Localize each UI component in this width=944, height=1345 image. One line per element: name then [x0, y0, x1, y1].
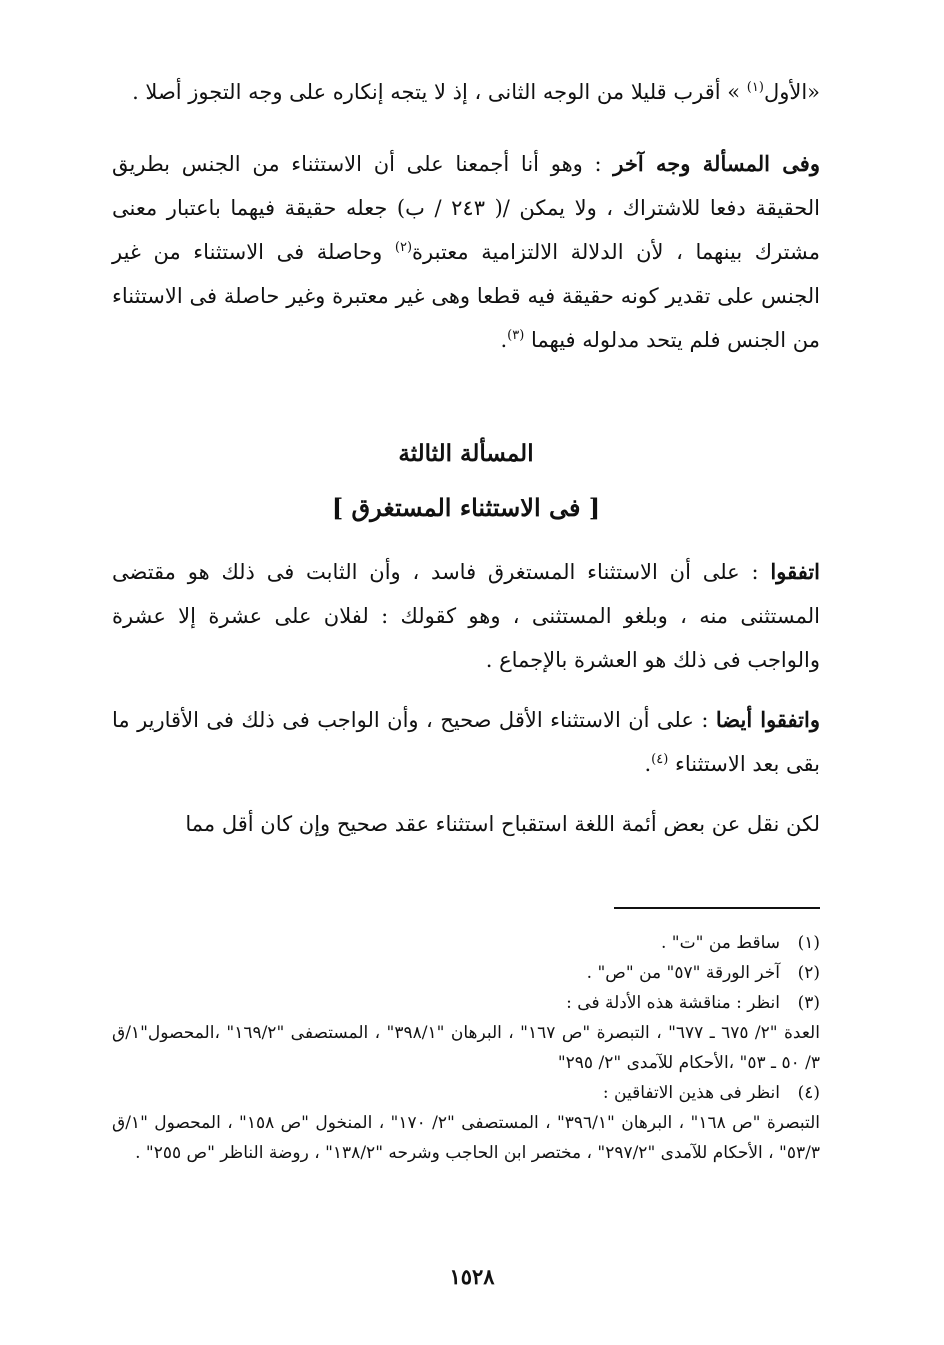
footnotes	[112, 928, 820, 1168]
footnote-divider	[614, 907, 820, 909]
paragraph-5: لكن نقل عن بعض أئمة اللغة استقباح استثناء عقد صحيح وإن كان أقل مما	[185, 812, 820, 836]
text-run: .	[644, 752, 652, 776]
bold-lead: واتفقوا أيضا	[715, 707, 820, 732]
footnote-continuation	[112, 1108, 820, 1168]
footnote-number: (٣)	[797, 993, 820, 1013]
footnote-number: (٤)	[797, 1083, 820, 1103]
footnote-ref: (١)	[746, 80, 764, 95]
paragraph-4	[112, 698, 820, 786]
bold-lead: وفى المسألة وجه آخر	[613, 151, 820, 176]
footnote-text: انظر : مناقشة هذه الأدلة فى :	[566, 993, 780, 1013]
page-number: ١٥٢٨	[449, 1264, 495, 1289]
footnote-text: العدة "٢/ ٦٧٥ ـ ٦٧٧" ، التبصرة "ص ١٦٧" ، البرهان "٣٩٨/١" ، المستصفى "١٦٩/٢" ،المحصول"١/ق ٣/ ٥٠ ـ ٥٣" ،الأحكام للآمدى "٢/ ٢٩٥"	[112, 1023, 820, 1073]
text-run: «الأول	[763, 80, 820, 104]
footnote-ref: (٤)	[651, 752, 669, 767]
text-run: » أقرب قليلا من الوجه الثانى ، إذ لا يتجه إنكاره على وجه التجوز أصلا .	[132, 80, 747, 104]
footnote-item	[112, 928, 820, 958]
footnote-item	[112, 958, 820, 988]
section-subheading: [ فى الاستثناء المستغرق ]	[331, 493, 601, 522]
bold-lead: اتفقوا	[770, 559, 820, 584]
text-run: وحاصلة فى الاستثناء من غير الجنس على تقدير كونه حقيقة فيه قطعا وهى غير معتبرة وغير حاصلة فى الاستثناء من الجنس فلم يتحد مدلوله فيهما	[112, 240, 820, 352]
footnote-continuation	[112, 1018, 820, 1078]
text-run: : على أن الاستثناء المستغرق فاسد ، وأن الثابت فى ذلك هو مقتضى المستثنى منه ، وبلغو المستثنى ، وهو كقولك : لفلان على عشرة إلا عشرة والواجب فى ذلك هو العشرة بالإجماع .	[112, 560, 820, 672]
paragraph-1	[112, 70, 820, 114]
footnote-text: آخر الورقة "٥٧" من "ص" .	[586, 963, 780, 983]
text-run: : وهو أنا أجمعنا على أن الاستثناء من الجنس بطريق الحقيقة دفعا للاشتراك ، ولا يمكن /( ٢٤٣ / ب) جعله حقيقة فيهما باعتبار معنى مشترك بينهما ، لأن الدلالة الالتزامية معتبرة	[112, 152, 821, 264]
text-run: .	[500, 328, 508, 352]
main-text	[112, 70, 820, 846]
footnote-item	[112, 1078, 820, 1108]
footnote-ref: (٢)	[394, 240, 413, 255]
text-run: : على أن الاستثناء الأقل صحيح ، وأن الواجب فى ذلك فى الأقارير ما بقى بعد الاستثناء	[112, 708, 820, 776]
section-heading: المسألة الثالثة	[398, 440, 534, 467]
paragraph-2	[112, 142, 820, 362]
footnote-text: انظر فى هذين الاتفاقين :	[602, 1083, 780, 1103]
footnote-text: التبصرة "ص ١٦٨" ، البرهان "٣٩٦/١" ، المستصفى "٢/ ١٧٠" ، المنخول "ص ١٥٨" ، المحصول "١/ق ٥٣/٣" ، الأحكام للآمدى "٢٩٧/٢" ، مختصر ابن الحاجب وشرحه "١٣٨/٢" ، روضة الناظر "ص ٢٥٥" .	[112, 1113, 821, 1163]
paragraph-3	[112, 550, 820, 682]
footnote-item	[112, 988, 820, 1018]
footnote-number: (٢)	[797, 963, 820, 983]
footnote-text: ساقط من "ت" .	[661, 933, 780, 953]
footnote-number: (١)	[797, 933, 820, 953]
footnote-ref: (٣)	[507, 328, 525, 343]
